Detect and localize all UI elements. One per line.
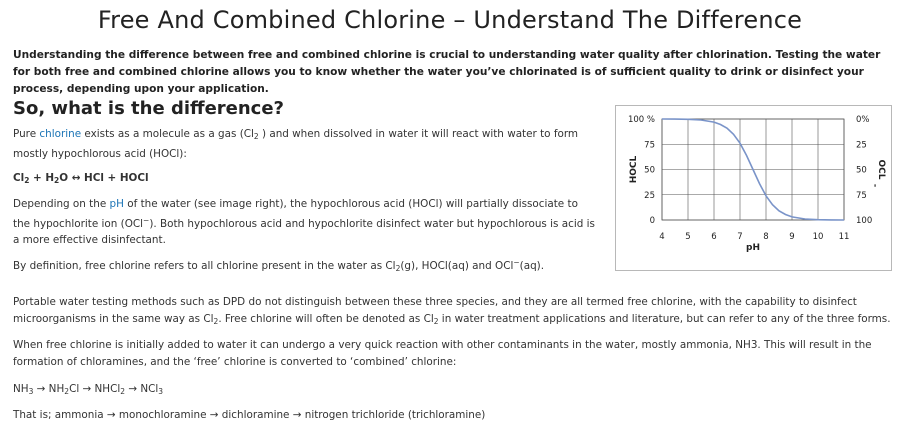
x-tick-label: 7: [737, 232, 743, 242]
x-tick-label: 10: [812, 232, 824, 242]
subscript: 2: [64, 387, 70, 396]
text-fragment: Pure: [13, 128, 40, 140]
paragraph-chloramine-names: That is; ammonia → monochloramine → dichloramine → nitrogen trichloride (trichloramine): [13, 409, 486, 421]
chlorine-link[interactable]: chlorine: [39, 128, 82, 140]
paragraph-ph-dependence: [13, 196, 598, 249]
text-fragment: (g), HOCl(aq) and OCl: [400, 260, 514, 272]
text-fragment: → NCl: [125, 383, 159, 395]
chart-svg: [616, 106, 893, 272]
hocl-ocl-ph-chart: [615, 105, 892, 271]
ph-link[interactable]: pH: [109, 198, 124, 210]
paragraph-chloramine-formation: When free chlorine is initially added to water it can undergo a very quick reaction with other contaminants in the water, mostly ammonia, NH3. This will result in the formation of chloramines, and the ‘free’ chlorine is converted to ‘combined’ chlorine:: [13, 339, 872, 368]
superscript: −: [513, 258, 520, 267]
subscript: 2: [120, 387, 126, 396]
text-fragment: ). Both hypochlorous acid and hypochlorite disinfect water but hypochlorous is acid is a more effective disinfectant.: [13, 217, 595, 246]
text-fragment: O ↔ HCl + HOCl: [59, 172, 149, 184]
y2-tick-label: 75: [856, 190, 867, 201]
section-heading: So, what is the difference?: [13, 98, 285, 119]
subscript: 2: [213, 316, 219, 326]
x-tick-label: 11: [838, 232, 850, 242]
x-tick-label: 9: [789, 232, 795, 242]
y2-axis-label: OCL: [876, 159, 886, 180]
y2-tick-label: 50: [856, 165, 867, 176]
y-tick-label: 75: [644, 140, 655, 151]
x-axis-label: pH: [746, 243, 760, 253]
text-fragment: exists as a molecule as a gas (Cl: [81, 128, 254, 140]
paragraph-pure-chlorine: [13, 126, 593, 162]
paragraph-free-chlorine-definition: [13, 255, 603, 278]
text-fragment: (aq).: [519, 260, 545, 272]
x-tick-label: 4: [659, 232, 665, 242]
page-title: Free And Combined Chlorine – Understand The Difference: [97, 6, 803, 34]
y2-tick-label: 25: [856, 140, 867, 151]
equation-chlorine-hydrolysis: [13, 170, 149, 190]
text-fragment: By definition, free chlorine refers to all chlorine present in the water as Cl: [13, 260, 396, 272]
text-fragment: Depending on the: [13, 198, 110, 210]
paragraph-dpd-testing: [13, 294, 893, 330]
text-fragment: of the water (see image right), the hypochlorous acid (HOCl) will partially dissociate to the hypochlorite ion (OCl: [13, 198, 578, 230]
y-tick-label: 25: [644, 190, 655, 201]
x-tick-label: 8: [763, 232, 769, 242]
y2-tick-label: 0%: [856, 115, 870, 125]
subscript: 2: [253, 132, 259, 141]
subscript: 3: [158, 387, 164, 396]
y-tick-label: 50: [644, 165, 655, 176]
text-fragment: ) and when dissolved in water it will react with water to form mostly hypochlorous acid (HOCl):: [13, 128, 579, 160]
text-fragment: Cl → NHCl: [69, 383, 121, 395]
y-tick-label: 100 %: [627, 115, 655, 125]
subscript: 2: [395, 264, 401, 273]
y2-axis-label-sup: -: [871, 183, 880, 188]
subscript: 2: [433, 316, 439, 326]
text-fragment: + H: [29, 172, 55, 184]
x-tick-label: 5: [685, 232, 691, 242]
text-fragment: Portable water testing methods such as DPD do not distinguish between these three species, and they are all termed free chlorine, with the capability to disinfect microorganisms in the same way as Cl: [13, 296, 857, 325]
y-axis-label: HOCL: [629, 155, 639, 184]
y-tick-label: 0: [649, 216, 655, 226]
text-fragment: . Free chlorine will often be denoted as Cl: [218, 312, 434, 325]
x-tick-label: 6: [711, 232, 717, 242]
text-fragment: Cl: [13, 172, 25, 184]
text-fragment: NH: [13, 383, 29, 395]
equation-chloramine-series: [13, 381, 163, 401]
subscript: 3: [28, 387, 34, 396]
intro-paragraph: Understanding the difference between free and combined chlorine is crucial to understanding water quality after chlorination. Testing the water for both free and combined chlorine allows you to know whether the water you’ve chlorinated is of sufficient quality to drink or disinfect your process, depending upon your application.: [13, 49, 881, 95]
subscript: 2: [24, 176, 30, 185]
y2-tick-label: 100: [856, 216, 873, 226]
text-fragment: → NH: [33, 383, 65, 395]
superscript: −: [143, 215, 150, 225]
text-fragment: in water treatment applications and literature, but can refer to any of the three forms.: [438, 312, 891, 325]
subscript: 2: [54, 176, 60, 185]
